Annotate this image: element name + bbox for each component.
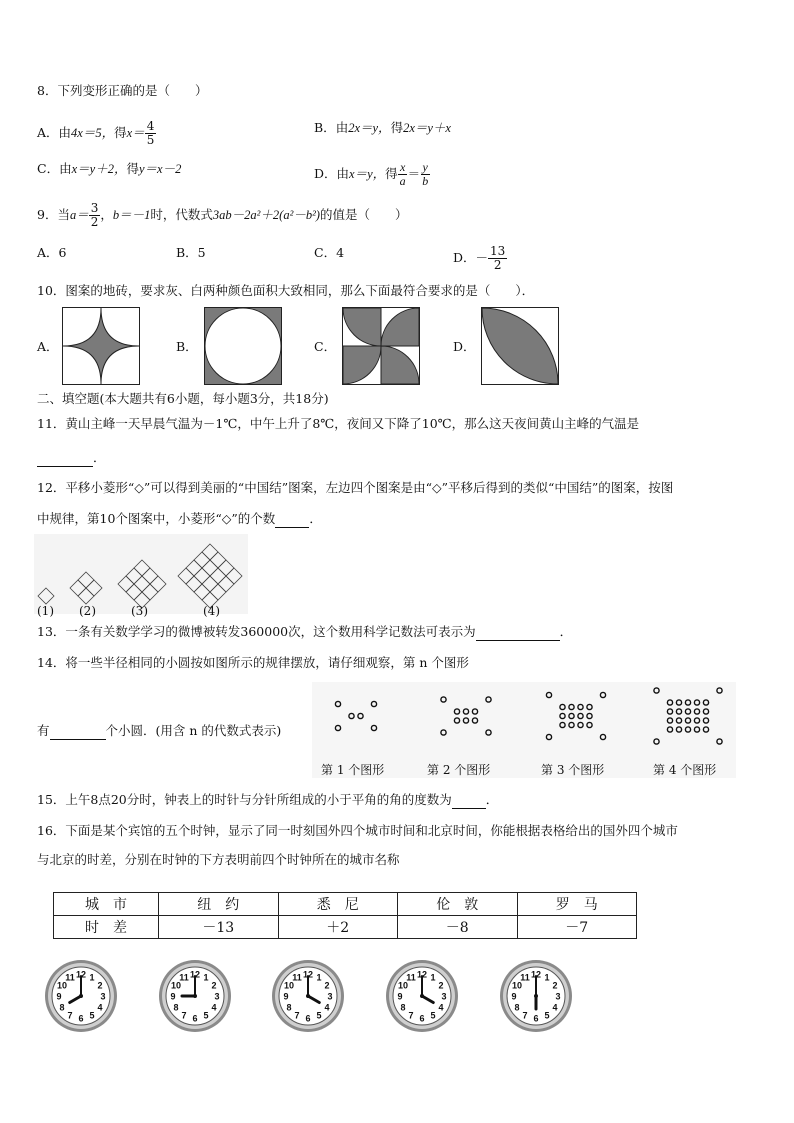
clock-numeral: 8 bbox=[173, 1002, 179, 1013]
tile-b-figure bbox=[204, 307, 282, 385]
circle-caption: 第 1 个图形 bbox=[321, 763, 385, 777]
clock-numeral: 7 bbox=[408, 1010, 414, 1021]
clock-numeral: 11 bbox=[520, 972, 530, 983]
clock-numeral: 11 bbox=[406, 972, 416, 983]
clock-face bbox=[500, 960, 572, 1032]
clock-numeral: 11 bbox=[292, 972, 302, 983]
q9-stem: 9．当a＝ $\frac{3}{2}$ ，b＝－1时，代数式3ab－2a²＋2(a²－b²)的值是（ ） bbox=[37, 201, 408, 229]
clock-numeral: 8 bbox=[400, 1002, 406, 1013]
clock-numeral: 4 bbox=[324, 1002, 330, 1013]
answer-blank[interactable] bbox=[452, 792, 486, 809]
knot-caption: (3) bbox=[131, 604, 148, 618]
clock-face bbox=[272, 960, 344, 1032]
clock-numeral: 9 bbox=[283, 991, 289, 1002]
q10-label-d: D． bbox=[453, 339, 476, 354]
clock-numeral: 1 bbox=[316, 972, 322, 983]
clock-numeral: 9 bbox=[170, 991, 176, 1002]
clock-numeral: 6 bbox=[78, 1013, 84, 1024]
tile-d-figure bbox=[481, 307, 559, 385]
clock-numeral: 12 bbox=[302, 969, 314, 980]
clock-numeral: 12 bbox=[189, 969, 201, 980]
q10-label-b: B． bbox=[176, 339, 198, 354]
clock-numeral: 6 bbox=[533, 1013, 539, 1024]
clock-numeral: 10 bbox=[397, 980, 408, 991]
clock-numeral: 1 bbox=[89, 972, 95, 983]
clock-numeral: 3 bbox=[555, 991, 561, 1002]
answer-blank[interactable] bbox=[50, 723, 106, 740]
table-cell: 伦 敦 bbox=[398, 893, 518, 916]
table-cell: 悉 尼 bbox=[278, 893, 398, 916]
clock-numeral: 9 bbox=[56, 991, 62, 1002]
clock-numeral: 10 bbox=[170, 980, 181, 991]
answer-blank[interactable] bbox=[275, 511, 309, 528]
table-cell: 纽 约 bbox=[159, 893, 279, 916]
clock-numeral: 8 bbox=[514, 1002, 520, 1013]
clock-numeral: 2 bbox=[211, 980, 217, 991]
q10-label-a: A． bbox=[37, 339, 59, 354]
clock-numeral: 8 bbox=[286, 1002, 292, 1013]
q9-option-d: D．－ $\frac{13}{2}$ bbox=[453, 244, 506, 272]
q16-line2: 与北京的时差，分别在时钟的下方表明前四个时钟所在的城市名称 bbox=[37, 852, 400, 867]
clock-numeral: 3 bbox=[214, 991, 220, 1002]
clock-numeral: 5 bbox=[89, 1010, 95, 1021]
clock-numeral: 5 bbox=[430, 1010, 436, 1021]
clocks-figure bbox=[40, 958, 586, 1034]
knot-caption: (4) bbox=[203, 604, 220, 618]
clock-numeral: 4 bbox=[552, 1002, 558, 1013]
q8-option-d: D．由x＝y，得 $\frac{x}{a}$ ＝ $\frac{y}{b}$ bbox=[314, 160, 429, 188]
clock-numeral: 7 bbox=[294, 1010, 300, 1021]
q8-stem: 8．下列变形正确的是（ ） bbox=[37, 83, 208, 98]
table-cell: ＋2 bbox=[278, 916, 398, 939]
clock-numeral: 1 bbox=[203, 972, 209, 983]
table-row bbox=[54, 893, 637, 916]
clock-face bbox=[159, 960, 231, 1032]
circle-caption: 第 2 个图形 bbox=[427, 763, 491, 777]
clock-numeral: 12 bbox=[416, 969, 428, 980]
table-cell: －8 bbox=[398, 916, 518, 939]
table-cell: 城 市 bbox=[54, 893, 159, 916]
knot-caption: (1) bbox=[37, 604, 54, 618]
clock-numeral: 11 bbox=[65, 972, 75, 983]
circle-caption: 第 4 个图形 bbox=[653, 763, 717, 777]
q14-line2: 有 个小圆．(用含 n 的代数式表示) bbox=[37, 723, 282, 738]
clock-numeral: 10 bbox=[511, 980, 522, 991]
time-difference-table bbox=[53, 892, 637, 939]
clock-numeral: 7 bbox=[181, 1010, 187, 1021]
clock-numeral: 4 bbox=[97, 1002, 103, 1013]
q9-option-c: C．4 bbox=[314, 245, 345, 260]
clock-numeral: 3 bbox=[327, 991, 333, 1002]
circle-caption: 第 3 个图形 bbox=[541, 763, 605, 777]
clock-numeral: 6 bbox=[305, 1013, 311, 1024]
q14-line1: 14．将一些半径相同的小圆按如图所示的规律摆放，请仔细观察，第 n 个图形 bbox=[37, 655, 469, 670]
clock-numeral: 11 bbox=[179, 972, 189, 983]
q11-text: 11．黄山主峰一天早晨气温为－1℃，中午上升了8℃，夜间又下降了10℃，那么这天夜间黄山主峰的气温是 bbox=[37, 416, 640, 431]
clock-numeral: 2 bbox=[324, 980, 330, 991]
table-cell: －7 bbox=[517, 916, 637, 939]
tile-a-figure bbox=[62, 307, 140, 385]
tile-c-figure bbox=[342, 307, 420, 385]
q12-line2: 中规律，第10个图案中，小菱形“◇”的个数 ． bbox=[37, 511, 322, 526]
table-row bbox=[54, 916, 637, 939]
q16-line1: 16．下面是某个宾馆的五个时钟，显示了同一时刻国外四个城市时间和北京时间，你能根据表格给出的国外四个城市 bbox=[37, 823, 678, 838]
q8-option-c: C．由x＝y＋2，得y＝x－2 bbox=[37, 161, 182, 176]
q9-option-a: A．6 bbox=[37, 245, 67, 260]
table-cell: 罗 马 bbox=[517, 893, 637, 916]
clock-numeral: 5 bbox=[203, 1010, 209, 1021]
clock-numeral: 1 bbox=[544, 972, 550, 983]
clock-face bbox=[386, 960, 458, 1032]
clock-numeral: 12 bbox=[75, 969, 87, 980]
clock-numeral: 5 bbox=[544, 1010, 550, 1021]
clock-numeral: 4 bbox=[438, 1002, 444, 1013]
answer-blank[interactable] bbox=[476, 624, 560, 641]
q15-text: 15．上午8点20分时，钟表上的时针与分针所组成的小于平角的角的度数为 ． bbox=[37, 792, 499, 807]
clock-numeral: 9 bbox=[397, 991, 403, 1002]
q10-stem: 10．图案的地砖，要求灰、白两种颜色面积大致相同，那么下面最符合要求的是（ ）． bbox=[37, 283, 535, 298]
clock-numeral: 12 bbox=[530, 969, 542, 980]
q11-answer-line: ． bbox=[37, 450, 106, 467]
clock-numeral: 5 bbox=[316, 1010, 322, 1021]
q8-option-b: B．由2x＝y，得2x＝y＋x bbox=[314, 120, 451, 135]
q12-line1: 12．平移小菱形“◇”可以得到美丽的“中国结”图案，左边四个图案是由“◇”平移后得到的类似“中国结”的图案，按图 bbox=[37, 480, 674, 495]
q8-option-a: A．由4x＝5，得x＝ $\frac{4}{5}$ bbox=[37, 119, 155, 147]
clock-numeral: 6 bbox=[419, 1013, 425, 1024]
clock-numeral: 6 bbox=[192, 1013, 198, 1024]
answer-blank[interactable] bbox=[37, 450, 93, 467]
clock-numeral: 2 bbox=[97, 980, 103, 991]
clock-numeral: 8 bbox=[59, 1002, 65, 1013]
q13-text: 13．一条有关数学学习的微博被转发360000次，这个数用科学记数法可表示为 ． bbox=[37, 624, 573, 639]
section-title: 二、填空题(本大题共有6小题，每小题3分，共18分) bbox=[37, 391, 329, 406]
table-cell: 时 差 bbox=[54, 916, 159, 939]
clock-numeral: 2 bbox=[552, 980, 558, 991]
clock-numeral: 1 bbox=[430, 972, 436, 983]
q10-label-c: C． bbox=[314, 339, 337, 354]
table-cell: －13 bbox=[159, 916, 279, 939]
clock-face bbox=[45, 960, 117, 1032]
knot-caption: (2) bbox=[79, 604, 96, 618]
clock-numeral: 4 bbox=[211, 1002, 217, 1013]
clock-numeral: 7 bbox=[67, 1010, 73, 1021]
clock-numeral: 10 bbox=[56, 980, 67, 991]
clock-numeral: 10 bbox=[283, 980, 294, 991]
clock-numeral: 9 bbox=[511, 991, 517, 1002]
clock-numeral: 3 bbox=[441, 991, 447, 1002]
clock-numeral: 3 bbox=[100, 991, 106, 1002]
clock-numeral: 7 bbox=[522, 1010, 528, 1021]
q9-option-b: B．5 bbox=[176, 245, 206, 260]
clock-numeral: 2 bbox=[438, 980, 444, 991]
chinese-knot-figure bbox=[34, 534, 248, 614]
